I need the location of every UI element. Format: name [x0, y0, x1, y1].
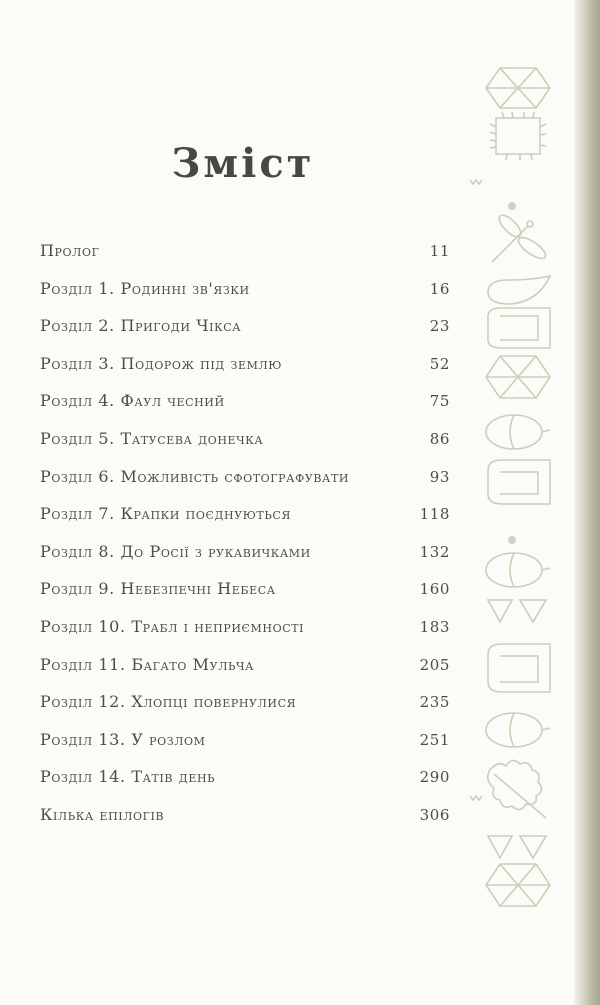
toc-entry-page: 23	[429, 317, 450, 336]
toc-entry-page: 11	[429, 242, 450, 260]
toc-entry-title: Розділ 3. Подорож під землю	[40, 353, 282, 373]
toc-entry-page: 16	[429, 279, 450, 298]
page-title: Зміст	[171, 140, 315, 187]
toc-entry-page: 118	[419, 505, 450, 524]
toc-entry-page: 306	[419, 805, 450, 824]
triangles-icon	[488, 600, 546, 622]
u-shape-icon	[488, 460, 550, 504]
toc-entry-page: 160	[419, 580, 450, 599]
toc-entry-page: 205	[419, 655, 450, 674]
toc-entry-title: Розділ 13. У розлом	[40, 729, 206, 749]
dot-icon	[508, 202, 516, 210]
toc-entry-title: Розділ 14. Татів день	[40, 767, 216, 787]
u-shape-icon	[488, 308, 550, 348]
toc-entry-title: Розділ 4. Фаул чесний	[40, 391, 225, 411]
toc-entry-title: Розділ 11. Багато Мульча	[40, 654, 255, 674]
acorn-icon	[486, 713, 550, 747]
dot-icon	[508, 536, 516, 544]
toc-entry-title: Розділ 5. Татусева донечка	[40, 428, 264, 448]
hexagon-ornament-icon	[486, 68, 550, 108]
toc-entry-title: Пролог	[40, 241, 100, 260]
toc-entry-page: 251	[419, 730, 450, 749]
toc-entry-page: 183	[419, 617, 450, 636]
toc-entry-page: 86	[429, 429, 450, 448]
toc-entry-title: Розділ 7. Крапки поєднуються	[40, 504, 291, 524]
hexagon-ornament-icon	[486, 864, 550, 906]
hexagon-ornament-icon	[486, 356, 550, 398]
u-shape-icon	[488, 644, 550, 692]
oak-leaf-icon	[488, 760, 546, 818]
toc-entry-page: 75	[429, 392, 450, 411]
toc-entry-page: 235	[419, 693, 450, 712]
acorn-icon	[486, 553, 550, 587]
fringed-square-icon	[490, 112, 546, 160]
toc-entry-title: Розділ 2. Пригоди Чікса	[40, 316, 242, 336]
teardrop-icon	[488, 276, 550, 304]
toc-entry-title: Розділ 9. Небезпечні Небеса	[40, 579, 276, 599]
toc-entry-page: 93	[429, 467, 450, 486]
toc-entry-page: 290	[419, 768, 450, 787]
toc-entry-page: 52	[429, 354, 450, 373]
acorn-icon	[486, 415, 550, 449]
dragonfly-icon	[492, 212, 549, 262]
toc-entry-title: Розділ 6. Можливість сфотографувати	[40, 466, 350, 486]
toc-entry-title: Розділ 8. До Росії з рукавичками	[40, 541, 311, 561]
toc-entry-title: Розділ 10. Трабл і неприємності	[40, 616, 305, 636]
squiggle-icon	[470, 180, 482, 184]
toc-entry-title: Розділ 12. Хлопці повернулися	[40, 692, 297, 712]
squiggle-icon	[470, 796, 482, 800]
toc-entry-page: 132	[419, 542, 450, 561]
toc-entry-title: Розділ 1. Родинні зв'язки	[40, 278, 250, 298]
triangles-icon	[488, 836, 546, 858]
toc-entry-title: Кілька епілогів	[40, 804, 165, 824]
